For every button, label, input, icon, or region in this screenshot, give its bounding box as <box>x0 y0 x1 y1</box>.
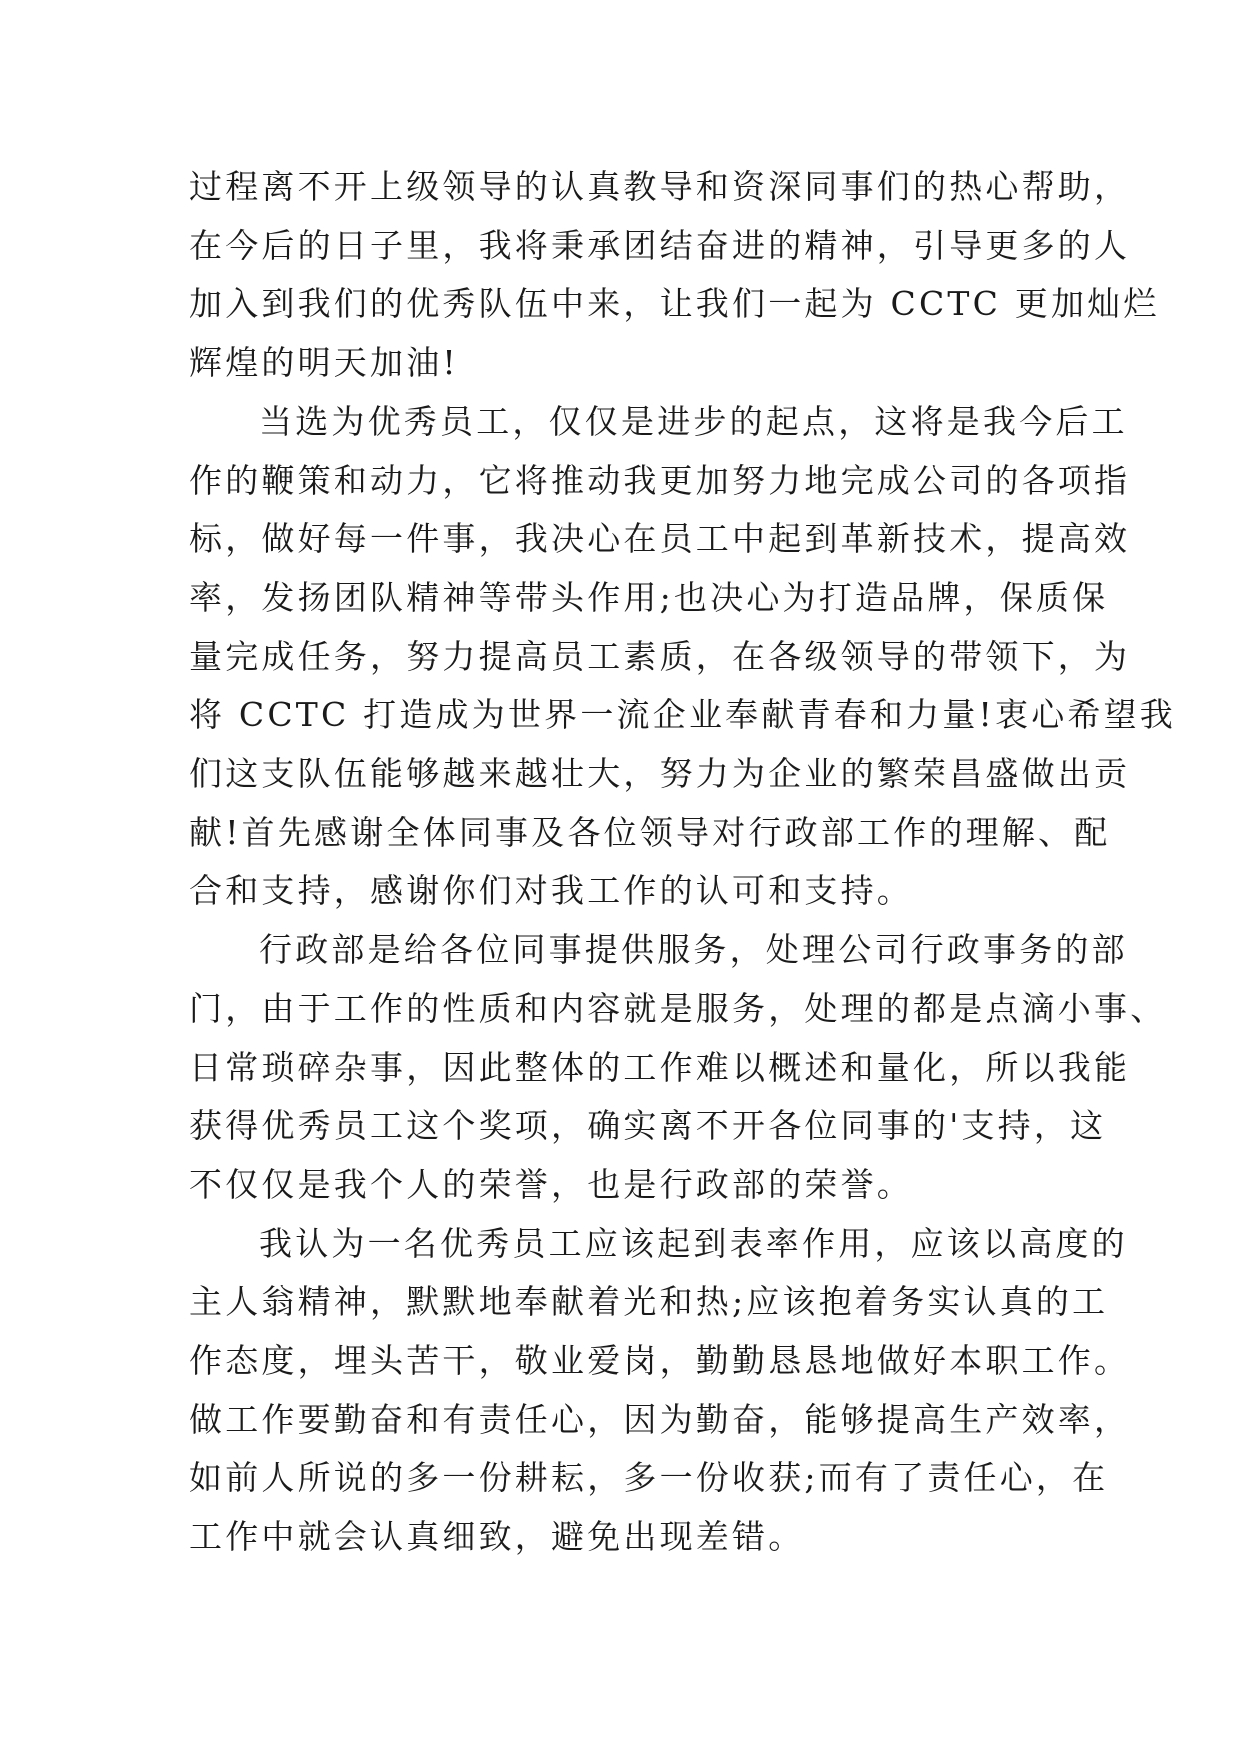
text-line: 主人翁精神，默默地奉献着光和热;应该抱着务实认真的工 <box>189 1282 1109 1322</box>
text-line: 门，由于工作的性质和内容就是服务，处理的都是点滴小事、 <box>189 988 1167 1028</box>
text-line: 率，发扬团队精神等带头作用;也决心为打造品牌，保质保 <box>189 577 1109 617</box>
text-line: 当选为优秀员工，仅仅是进步的起点，这将是我今后工 <box>259 401 1128 441</box>
paragraph-3 <box>189 921 1167 1215</box>
text-line: 作的鞭策和动力，它将推动我更加努力地完成公司的各项指 <box>189 460 1131 500</box>
paragraph-2 <box>189 393 1176 921</box>
text-line: 作态度，埋头苦干，敬业爱岗，勤勤恳恳地做好本职工作。 <box>189 1341 1131 1381</box>
text-line: 我认为一名优秀员工应该起到表率作用，应该以高度的 <box>259 1223 1128 1263</box>
text-line: 辉煌的明天加油! <box>189 343 459 383</box>
text-line: 做工作要勤奋和有责任心，因为勤奋，能够提高生产效率， <box>189 1399 1131 1439</box>
text-line: 过程离不开上级领导的认真教导和资深同事们的热心帮助， <box>189 167 1131 206</box>
text-line: 们这支队伍能够越来越壮大，努力为企业的繁荣昌盛做出贡 <box>189 754 1131 794</box>
text-line: 日常琐碎杂事，因此整体的工作难以概述和量化，所以我能 <box>189 1047 1131 1087</box>
text-line: 在今后的日子里，我将秉承团结奋进的精神，引导更多的人 <box>189 225 1131 265</box>
text-line: 行政部是给各位同事提供服务，处理公司行政事务的部 <box>259 930 1128 970</box>
text-line: 如前人所说的多一份耕耘，多一份收获;而有了责任心，在 <box>189 1458 1109 1498</box>
text-line: 工作中就会认真细致，避免出现差错。 <box>189 1517 805 1557</box>
text-line: 合和支持，感谢你们对我工作的认可和支持。 <box>189 871 913 911</box>
body-text <box>189 158 1176 1567</box>
text-line: 量完成任务，努力提高员工素质，在各级领导的带领下，为 <box>189 636 1131 676</box>
text-line: 将 CCTC 打造成为世界一流企业奉献青春和力量!衷心希望我 <box>189 695 1176 735</box>
text-line: 不仅仅是我个人的荣誉，也是行政部的荣誉。 <box>189 1164 913 1204</box>
paragraph-4 <box>189 1215 1131 1567</box>
text-line: 标，做好每一件事，我决心在员工中起到革新技术，提高效 <box>189 519 1131 559</box>
text-line: 获得优秀员工这个奖项，确实离不开各位同事的'支持，这 <box>189 1106 1107 1146</box>
text-line: 加入到我们的优秀队伍中来，让我们一起为 CCTC 更加灿烂 <box>189 284 1160 324</box>
paragraph-1 <box>189 158 1160 393</box>
text-line: 献!首先感谢全体同事及各位领导对行政部工作的理解、配 <box>189 812 1111 852</box>
